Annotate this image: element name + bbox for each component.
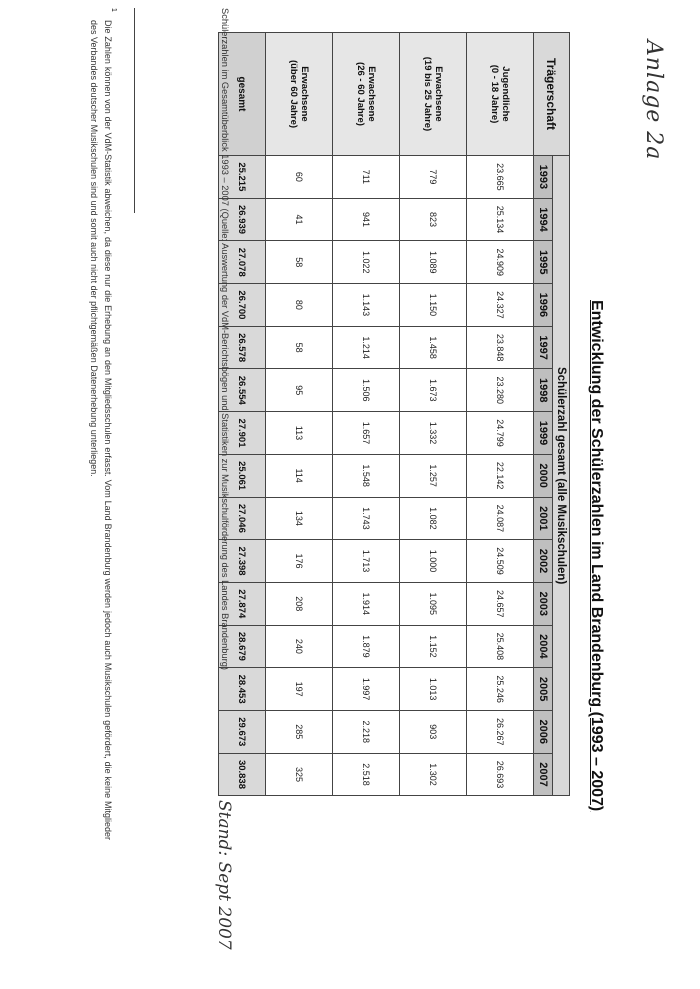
year-header: 1996 bbox=[534, 284, 553, 327]
footnote: Die Zahlen können von der VdM-Statistik abweichen, da diese nur die Erhebung an den Mitgliedsschulen erfasst. Vom Land Brandenburg werden jedoch auch Musikschulen gefördert, die keine Mitglieder des Verbandes deutscher Musikschulen sind und somit auch nicht der pflichtgemäßen Datenerhebung unterliegen. bbox=[89, 20, 113, 840]
table-caption: Schülerzahlen im Gesamtüberblick 1993 – 2007 (Quelle: Auswertung der VdM-Berichtsbögen und Statistiken zur Musikschulförderung des Landes Brandenburg) bbox=[220, 8, 230, 670]
table-row bbox=[467, 33, 534, 796]
total-label: gesamt bbox=[219, 33, 266, 156]
table-row bbox=[333, 33, 400, 796]
row-label-line: (0 - 18 Jahre) bbox=[489, 64, 500, 124]
table-cell: 95 bbox=[266, 369, 333, 412]
year-header: 1998 bbox=[534, 369, 553, 412]
total-cell: 26.939 bbox=[219, 198, 266, 241]
table-cell: 176 bbox=[266, 540, 333, 583]
row-label-line: Erwachsene bbox=[366, 66, 377, 122]
table-cell: 24.657 bbox=[467, 582, 534, 625]
year-header: 2002 bbox=[534, 540, 553, 583]
total-cell: 26.554 bbox=[219, 369, 266, 412]
year-header: 2004 bbox=[534, 625, 553, 668]
row-label-line: (19 bis 25 Jahre) bbox=[422, 56, 433, 132]
group-header: Schülerzahl gesamt (alle Musikschulen) bbox=[553, 156, 570, 796]
table-cell: 2.218 bbox=[333, 710, 400, 753]
total-cell: 28.453 bbox=[219, 668, 266, 711]
row-label bbox=[400, 33, 467, 156]
table-cell: 1.013 bbox=[400, 668, 467, 711]
table-cell: 1.506 bbox=[333, 369, 400, 412]
table-cell: 25.408 bbox=[467, 625, 534, 668]
table-cell: 24.799 bbox=[467, 412, 534, 455]
table-cell: 24.087 bbox=[467, 497, 534, 540]
table-cell: 1.214 bbox=[333, 326, 400, 369]
table-cell: 114 bbox=[266, 454, 333, 497]
table-cell: 1.257 bbox=[400, 454, 467, 497]
table-cell: 240 bbox=[266, 625, 333, 668]
student-numbers-table bbox=[218, 32, 570, 796]
row-label bbox=[266, 33, 333, 156]
row-label-line: (über 60 Jahre) bbox=[288, 59, 299, 129]
table-cell: 26.267 bbox=[467, 710, 534, 753]
table-row bbox=[266, 33, 333, 796]
handwritten-signature: Stand: Sept 2007 bbox=[214, 800, 234, 950]
table-cell: 1.914 bbox=[333, 582, 400, 625]
year-header: 1994 bbox=[534, 198, 553, 241]
table-cell: 1.152 bbox=[400, 625, 467, 668]
total-cell: 27.046 bbox=[219, 497, 266, 540]
table-cell: 60 bbox=[266, 156, 333, 199]
row-label-line: Erwachsene bbox=[433, 66, 444, 122]
table-cell: 941 bbox=[333, 198, 400, 241]
table-cell: 1.000 bbox=[400, 540, 467, 583]
table-cell: 134 bbox=[266, 497, 333, 540]
table-cell: 25.134 bbox=[467, 198, 534, 241]
table-cell: 1.150 bbox=[400, 284, 467, 327]
table-cell: 1.022 bbox=[333, 241, 400, 284]
table-cell: 1.713 bbox=[333, 540, 400, 583]
table-cell: 325 bbox=[266, 753, 333, 796]
table-cell: 23.665 bbox=[467, 156, 534, 199]
total-cell: 27.078 bbox=[219, 241, 266, 284]
total-cell: 25.215 bbox=[219, 156, 266, 199]
year-header: 2001 bbox=[534, 497, 553, 540]
page-title: Entwicklung der Schülerzahlen im Land Brandenburg (1993 – 2007) bbox=[588, 300, 605, 812]
year-header: 2006 bbox=[534, 710, 553, 753]
total-cell: 27.874 bbox=[219, 582, 266, 625]
footnote-mark: 1 bbox=[110, 8, 117, 12]
table-cell: 58 bbox=[266, 241, 333, 284]
table-cell: 22.142 bbox=[467, 454, 534, 497]
table-cell: 1.143 bbox=[333, 284, 400, 327]
total-cell: 27.901 bbox=[219, 412, 266, 455]
year-header: 1999 bbox=[534, 412, 553, 455]
table-cell: 1.548 bbox=[333, 454, 400, 497]
table-cell: 1.302 bbox=[400, 753, 467, 796]
table-cell: 24.327 bbox=[467, 284, 534, 327]
total-cell: 26.578 bbox=[219, 326, 266, 369]
table-cell: 779 bbox=[400, 156, 467, 199]
row-label-line: Jugendliche bbox=[500, 66, 511, 122]
total-cell: 29.673 bbox=[219, 710, 266, 753]
total-cell: 27.398 bbox=[219, 540, 266, 583]
table-cell: 1.743 bbox=[333, 497, 400, 540]
row-label-line: (26 - 60 Jahre) bbox=[355, 62, 366, 126]
table-cell: 80 bbox=[266, 284, 333, 327]
table-row bbox=[400, 33, 467, 796]
year-header: 2000 bbox=[534, 454, 553, 497]
handwritten-note: Anlage 2a bbox=[641, 40, 666, 161]
table-cell: 1.458 bbox=[400, 326, 467, 369]
row-header: Trägerschaft bbox=[534, 33, 570, 156]
year-header: 1997 bbox=[534, 326, 553, 369]
table-cell: 2.518 bbox=[333, 753, 400, 796]
year-header: 1995 bbox=[534, 241, 553, 284]
total-cell: 26.700 bbox=[219, 284, 266, 327]
table-cell: 58 bbox=[266, 326, 333, 369]
table-cell: 1.673 bbox=[400, 369, 467, 412]
table-cell: 1.089 bbox=[400, 241, 467, 284]
table-cell: 24.909 bbox=[467, 241, 534, 284]
row-label bbox=[467, 33, 534, 156]
table-cell: 25.246 bbox=[467, 668, 534, 711]
table-cell: 113 bbox=[266, 412, 333, 455]
table-cell: 1.082 bbox=[400, 497, 467, 540]
total-cell: 30.838 bbox=[219, 753, 266, 796]
year-header: 2005 bbox=[534, 668, 553, 711]
table-cell: 1.997 bbox=[333, 668, 400, 711]
table-cell: 41 bbox=[266, 198, 333, 241]
row-label bbox=[333, 33, 400, 156]
table-cell: 823 bbox=[400, 198, 467, 241]
table-cell: 903 bbox=[400, 710, 467, 753]
year-header: 2003 bbox=[534, 582, 553, 625]
table-cell: 197 bbox=[266, 668, 333, 711]
table-cell: 1.332 bbox=[400, 412, 467, 455]
table-cell: 711 bbox=[333, 156, 400, 199]
total-cell: 28.679 bbox=[219, 625, 266, 668]
table-cell: 23.848 bbox=[467, 326, 534, 369]
table-cell: 1.657 bbox=[333, 412, 400, 455]
table-cell: 1.879 bbox=[333, 625, 400, 668]
total-cell: 25.061 bbox=[219, 454, 266, 497]
footnote-divider bbox=[134, 8, 135, 213]
table-cell: 26.693 bbox=[467, 753, 534, 796]
table-cell: 1.095 bbox=[400, 582, 467, 625]
year-header: 1993 bbox=[534, 156, 553, 199]
table-cell: 24.509 bbox=[467, 540, 534, 583]
row-label-line: Erwachsene bbox=[299, 66, 310, 122]
year-header: 2007 bbox=[534, 753, 553, 796]
table-cell: 208 bbox=[266, 582, 333, 625]
table-cell: 285 bbox=[266, 710, 333, 753]
table-cell: 23.280 bbox=[467, 369, 534, 412]
